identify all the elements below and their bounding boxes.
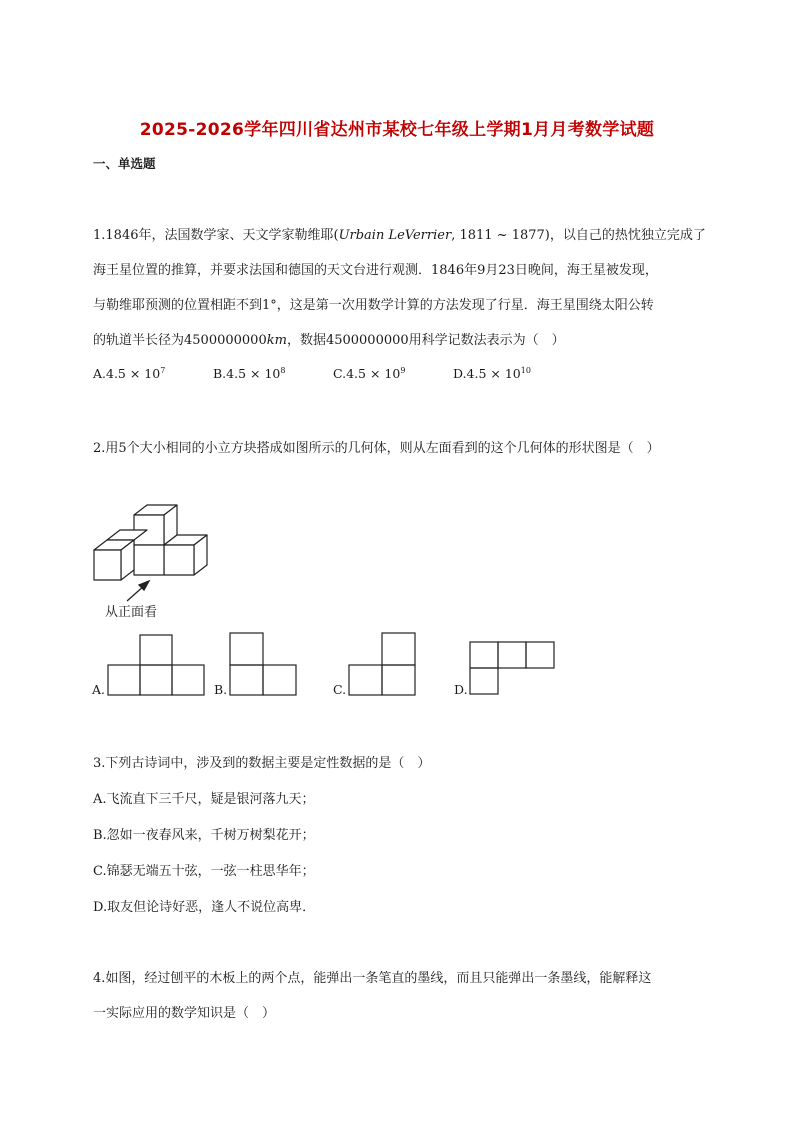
- q1-line-1a: 1.1846年，法国数学家、天文学家勒维耶(: [93, 228, 339, 243]
- q1-option-c-exp: 9: [400, 366, 406, 375]
- q2-options-figure: [90, 630, 570, 700]
- q2-option-a-shape: [108, 635, 204, 695]
- q1-option-d-base: D.4.5 × 10: [453, 366, 521, 382]
- q2-option-d-shape: [470, 642, 554, 694]
- q1-option-a-base: A.4.5 × 10: [93, 366, 161, 382]
- cube-right-front: [164, 545, 194, 575]
- q3-stem: 3.下列古诗词中，涉及到的数据主要是定性数据的是（ ）: [93, 756, 431, 771]
- q2-option-d-label: D.: [454, 682, 468, 697]
- q1-line-4: [93, 329, 565, 348]
- q1-option-c-base: C.4.5 × 10: [333, 366, 401, 382]
- q1-unit: km: [266, 333, 287, 348]
- q2-option-c-label: C.: [333, 682, 347, 697]
- cube-middle-front: [134, 545, 164, 575]
- q2-cube-figure: [85, 495, 220, 625]
- q1-line-1: [93, 224, 706, 243]
- q1-line-2: 海王星位置的推算，并要求法国和德国的天文台进行观测．1846年9月23日晚间，海王星被发现，: [93, 263, 658, 278]
- q2-option-b-shape: [230, 633, 296, 695]
- q1-option-d[interactable]: [453, 366, 531, 381]
- q1-option-b-base: B.4.5 × 10: [213, 366, 281, 382]
- q1-option-d-exp: 10: [520, 366, 531, 375]
- view-arrow: [127, 581, 149, 601]
- q2-option-c-shape: [349, 633, 415, 695]
- q1-line-4a: 的轨道半长径为4500000000: [93, 333, 267, 348]
- q4-line-2: 一实际应用的数学知识是（ ）: [93, 1006, 276, 1021]
- q1-name: Urbain LeVerrier: [338, 228, 452, 243]
- q1-option-c[interactable]: [333, 366, 405, 381]
- q3-option-c[interactable]: C.锦瑟无端五十弦，一弦一柱思华年；: [93, 864, 315, 879]
- q1-option-a[interactable]: [93, 366, 165, 381]
- q1-option-b[interactable]: [213, 366, 285, 381]
- q1-option-a-exp: 7: [160, 366, 166, 375]
- q3-option-a[interactable]: A.飞流直下三千尺，疑是银河落九天；: [93, 792, 315, 807]
- figure-caption: 从正面看: [105, 605, 158, 620]
- cube-left-front: [94, 550, 121, 580]
- q4-line-1: 4.如图，经过刨平的木板上的两个点，能弹出一条笔直的墨线，而且只能弹出一条墨线，能解释这: [93, 971, 652, 986]
- q2-option-a-label: A.: [92, 682, 106, 697]
- q2-option-b-label: B.: [214, 682, 228, 697]
- section-heading: 一、单选题: [93, 156, 156, 171]
- q3-option-d[interactable]: D.取友但论诗好恶，逢人不说位高卑．: [93, 900, 316, 915]
- q3-option-b[interactable]: B.忽如一夜春风来，千树万树梨花开；: [93, 828, 315, 843]
- q1-line-4c: ，数据4500000000用科学记数法表示为（ ）: [286, 333, 565, 348]
- q1-line-1c: , 1811 ~ 1877)，以自己的热忱独立完成了: [451, 228, 706, 243]
- q2-stem: 2.用5个大小相同的小立方块搭成如图所示的几何体，则从左面看到的这个几何体的形状图是（ ）: [93, 441, 660, 456]
- q1-option-b-exp: 8: [280, 366, 286, 375]
- q1-line-3: 与勒维耶预测的位置相距不到1°，这是第一次用数学计算的方法发现了行星．海王星围绕太阳公转: [93, 298, 654, 313]
- page-title: 2025-2026学年四川省达州市某校七年级上学期1月月考数学试题: [139, 120, 655, 140]
